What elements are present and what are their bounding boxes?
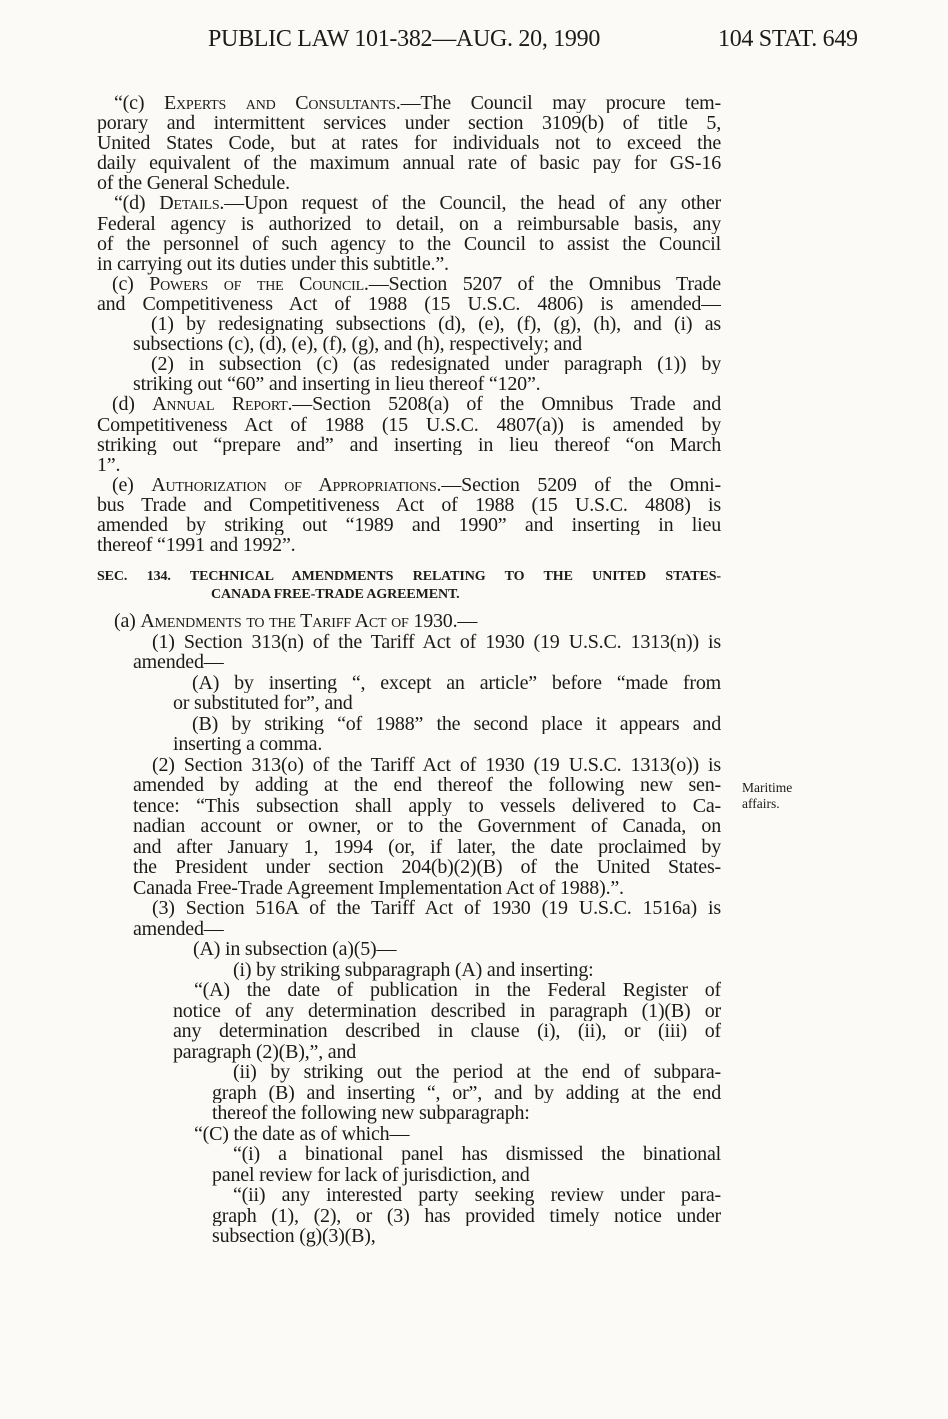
text-line [133,796,721,817]
text-run: (A) in subsection (a)(5)— [193,938,397,961]
text-line [173,1042,721,1063]
text-run: (1) Section 313(n) of the Tariff Act of 1930 (19 U.S.C. 1313(n)) is [152,631,721,653]
text-run: Federal agency is authorized to detail, on a reimbursable basis, any [97,213,721,234]
text-run: of the personnel of such agency to the Council to assist the Council [97,233,721,254]
text-line [212,1226,721,1247]
text-run: “(ii) any interested party seeking review under para- [233,1185,721,1206]
text-run: panel review for lack of jurisdiction, and [212,1163,530,1186]
text-run: of the General Schedule. [97,172,290,195]
text-line [133,816,721,837]
text-line [212,1103,721,1124]
text-line [112,274,721,294]
text-run: bus Trade and Competitiveness Act of 1988 (15 U.S.C. 4808) is [97,494,721,515]
text-run: “(i) a binational panel has dismissed the binational [233,1144,721,1165]
text-run: —Section 5207 of the Omnibus Trade [368,273,721,294]
text-run: amended— [133,651,224,674]
text-run: in carrying out its duties under this subtitle.”. [97,252,449,275]
text-line [114,93,721,113]
text-run: nadian account or owner, or to the Government of Canada, on [133,816,721,837]
text-run: notice of any determination described in paragraph (1)(B) or [173,1000,721,1022]
text-line [212,1165,721,1186]
margin-note-line1: Maritime [742,780,793,795]
text-run: (c) [112,273,150,294]
text-run: inserting a comma. [173,733,323,756]
text-run: and Competitiveness Act of 1988 (15 U.S.C. 4806) is amended— [97,293,721,315]
heading-run: Details. [159,193,225,214]
heading-run: Experts and Consultants. [164,93,401,114]
text-run: —Section 5209 of the Omni- [441,474,721,495]
text-run: (2) in subsection (c) (as redesignated under paragraph (1)) by [151,354,721,375]
text-run: thereof “1991 and 1992”. [97,534,296,557]
text-run: graph (B) and inserting “, or”, and by adding at the end [212,1082,721,1104]
text-line [133,878,721,899]
text-line [173,693,721,714]
text-run: —Upon request of the Council, the head of any other [224,193,721,214]
text-run: (e) [112,474,152,495]
text-line [152,632,721,653]
text-run: (a) [114,610,141,632]
text-run: Competitiveness Act of 1988 (15 U.S.C. 4807(a)) is amended by [97,414,721,435]
section-heading-line2: CANADA FREE-TRADE AGREEMENT. [211,587,460,602]
text-line [233,1185,721,1206]
text-line [97,495,721,515]
margin-note-line2: affairs. [742,796,780,811]
text-line [112,475,721,495]
text-run: (ii) by striking out the period at the end of subpara- [233,1062,721,1083]
text-run: “(C) the date as of which— [194,1122,410,1145]
text-line [193,939,721,960]
page-stat-number: 104 STAT. 649 [718,26,858,52]
text-run: amended— [133,917,224,940]
text-run: daily equivalent of the maximum annual rate of basic pay for GS-16 [97,153,721,174]
text-line [133,334,721,354]
text-line [97,415,721,435]
text-line [97,435,721,455]
text-run: —The Council may procure tem- [400,93,721,114]
heading-run: Annual Report. [152,394,293,415]
text-run: any determination described in clause (i), (ii), or (iii) of [173,1021,721,1042]
text-line [97,294,721,314]
text-line [133,374,721,394]
text-run: and after January 1, 1994 (or, if later, the date proclaimed by [133,836,721,858]
text-line [173,734,721,755]
text-run: graph (1), (2), or (3) has provided timely notice under [212,1205,721,1227]
text-run: (1) by redesignating subsections (d), (e), (f), (g), (h), and (i) as [151,314,721,335]
text-run: subsections (c), (d), (e), (f), (g), and (h), respectively; and [133,333,582,356]
text-run: “(A) the date of publication in the Federal Register of [194,980,721,1001]
text-run: amended by adding at the end thereof the following new sen- [133,775,721,796]
text-run: (d) [112,394,153,415]
text-run: tence: “This subsection shall apply to vessels delivered to Ca- [133,795,721,817]
text-line [133,837,721,858]
text-run: (i) by striking subparagraph (A) and inserting: [233,958,594,981]
text-run: — [457,610,478,632]
text-run: —Section 5208(a) of the Omnibus Trade and [292,394,721,415]
text-run: United States Code, but at rates for individuals not to exceed the [97,133,721,154]
text-line [114,611,721,632]
text-line [97,133,721,153]
text-run: 1”. [97,453,121,476]
text-line [212,1206,721,1227]
text-run: the President under section 204(b)(2)(B) of the United States- [133,857,721,878]
text-run: Canada Free-Trade Agreement Implementation Act of 1988).”. [133,876,624,899]
text-block-sec-134 [97,611,721,1247]
text-line [112,394,721,414]
text-line [212,1083,721,1104]
text-run: or substituted for”, and [173,692,353,715]
text-line [192,714,721,735]
text-run: (A) by inserting “, except an article” before “made from [192,672,721,694]
text-run: “(d) [114,193,160,214]
text-run: porary and intermittent services under section 3109(b) of title 5, [97,113,721,134]
text-line [114,193,721,213]
text-run: striking out “prepare and” and inserting in lieu thereof “on March [97,434,721,455]
heading-run: Authorization of Appropriations. [151,474,442,495]
text-line [173,1021,721,1042]
text-line [97,254,721,274]
text-line [97,153,721,173]
text-run: subsection (g)(3)(B), [212,1225,376,1248]
text-run: (3) Section 516A of the Tariff Act of 1930 (19 U.S.C. 1516a) is [152,898,721,919]
text-line [133,857,721,878]
text-block-council-amendments [97,93,721,555]
text-line [152,755,721,776]
text-run: amended by striking out “1989 and 1990” and inserting in lieu [97,514,721,536]
text-line [151,354,721,374]
text-line [97,234,721,254]
text-line [233,1144,721,1165]
text-line [173,1001,721,1022]
text-line [133,652,721,673]
text-line [97,214,721,234]
section-heading-line1: SEC. 134. TECHNICAL AMENDMENTS RELATING TO THE UNITED STATES- [97,569,721,584]
text-run: (B) by striking “of 1988” the second place it appears and [192,713,721,735]
text-line [133,919,721,940]
text-line [133,775,721,796]
text-line [152,898,721,919]
text-run: (2) Section 313(o) of the Tariff Act of 1930 (19 U.S.C. 1313(o)) is [152,754,721,776]
text-line [233,960,721,981]
text-line [233,1062,721,1083]
heading-run: Amendments to the Tariff Act of 1930. [140,610,458,632]
text-line [194,1124,721,1145]
running-header-title: PUBLIC LAW 101-382—AUG. 20, 1990 [208,26,601,52]
text-line [97,113,721,133]
text-line [97,535,721,555]
text-line [192,673,721,694]
text-line [151,314,721,334]
text-run: striking out “60” and inserting in lieu thereof “120”. [133,373,541,396]
text-line [194,980,721,1001]
heading-run: Powers of the Council. [149,273,369,294]
text-line [97,515,721,535]
text-line [97,173,721,193]
text-run: paragraph (2)(B),”, and [173,1040,357,1063]
text-run: “(c) [114,93,164,114]
text-run: thereof the following new subparagraph: [212,1102,530,1125]
text-line [97,455,721,475]
